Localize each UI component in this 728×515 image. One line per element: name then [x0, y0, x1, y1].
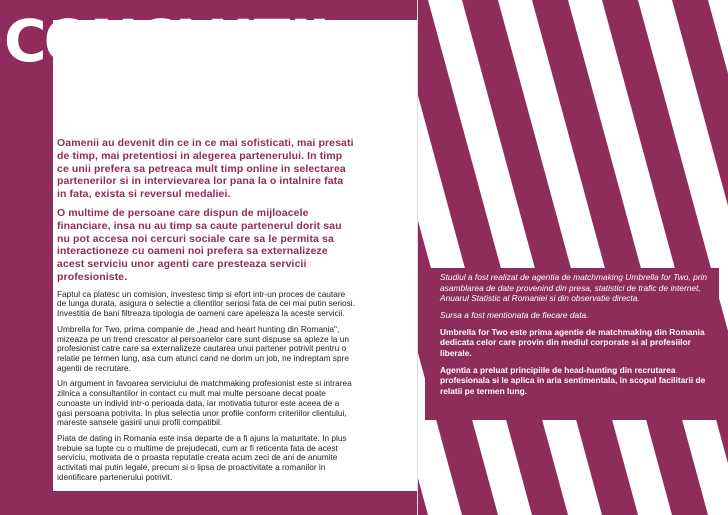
page-gutter [417, 0, 418, 515]
stripe-pattern [418, 0, 728, 515]
lead-paragraph: Oamenii au devenit din ce in ce mai sofisticati, mai presati de timp, mai pretentiosi in alegerea partenerului. In timp ce unii prefera sa petreaca mult timp online in selectarea partenerilor si in intervievarea lor pana la o intalnire fata in fata, exista si reversul medaliei. [57, 137, 354, 201]
body-paragraph: Piata de dating in Romania este insa departe de a fi ajuns la maturitate. In plus trebuie sa lupte cu o multime de prejudecati, cum ar fi reticenta fata de acest serviciu, motivata de o proasta reputatie creata acum zeci de ani de anumite activitati mai putin legale, precum si o lipsa de proactivitate a romanilor in identificare partenerului potrivit. [57, 432, 347, 482]
diagonal-stripe-background [418, 0, 728, 515]
body-paragraph: Un argument in favoarea serviciului de matchmaking profesionist este si intrarea zilnica a consultantilor in contact cu mult mai multe persoane decat poate cunoaste un individ intr-o perioada data, iar motivatia tuturor este aceea de a gasi persoana potrivita. In plus selectia unor profile conform criteriilor clientului, mareste sansele gasirii unui profil compatibil. [57, 378, 352, 428]
left-text-column [57, 137, 355, 488]
body-paragraph: Umbrella for Two, prima companie de „head and heart hunting din Romania", mizeaza pe un trend crescator al persoanelor care sunt dispuse sa apleze la un profesionist catre care sa externalizeze cautarea unui partener potrivit pentru o relatie pe termen lung, asa cum atunci cand ne dorim un job, ne indreptam spre agentii de recrutare. [57, 323, 349, 373]
bottom-frame-band [0, 491, 418, 515]
agency-approach: Agentia a preluat principiile de head-hunting din recrutarea profesionala si le aplica in aria sentimentala, in scopul facilitarii de relatii pe termen lung. [440, 364, 706, 397]
lead-paragraph: O multime de persoane care dispun de mijloacele financiare, insa nu au timp sa caute partenerul dorit sau nu pot accesa noi cercuri sociale care sa le permita sa interactioneze cu oameni noi prefera sa externalizeze acest serviciu unor agenti care presteaza servicii profesioniste. [57, 206, 342, 283]
mention-note: Sursa a fost mentionata de fiecare data. [440, 310, 589, 321]
agency-description: Umbrella for Two este prima agentie de matchmaking din Romania dedicata celor care provin din mediul corporate si al profesiilor liberale. [440, 326, 705, 359]
page-title: CONCLUZII [4, 7, 328, 75]
info-panel-text [440, 272, 716, 403]
left-frame-band [0, 0, 53, 515]
body-paragraph: Faptul ca platesc un comision, investesc timp si efort intr-un proces de cautare de lunga durata, asigura o selectie a clientilor seriosi fata de cei mai putin seriosi. Investitia de bani filtreaza tipologia de oameni care apeleaza la aceste servicii. [57, 288, 355, 319]
source-note: Studiul a fost realizat de agentia de matchmaking Umbrella for Two, prin asamblarea de date provenind din presa, statistici de trafic de internet, Anuarul Statistic al Romaniei si din observatie directa. [440, 272, 708, 304]
